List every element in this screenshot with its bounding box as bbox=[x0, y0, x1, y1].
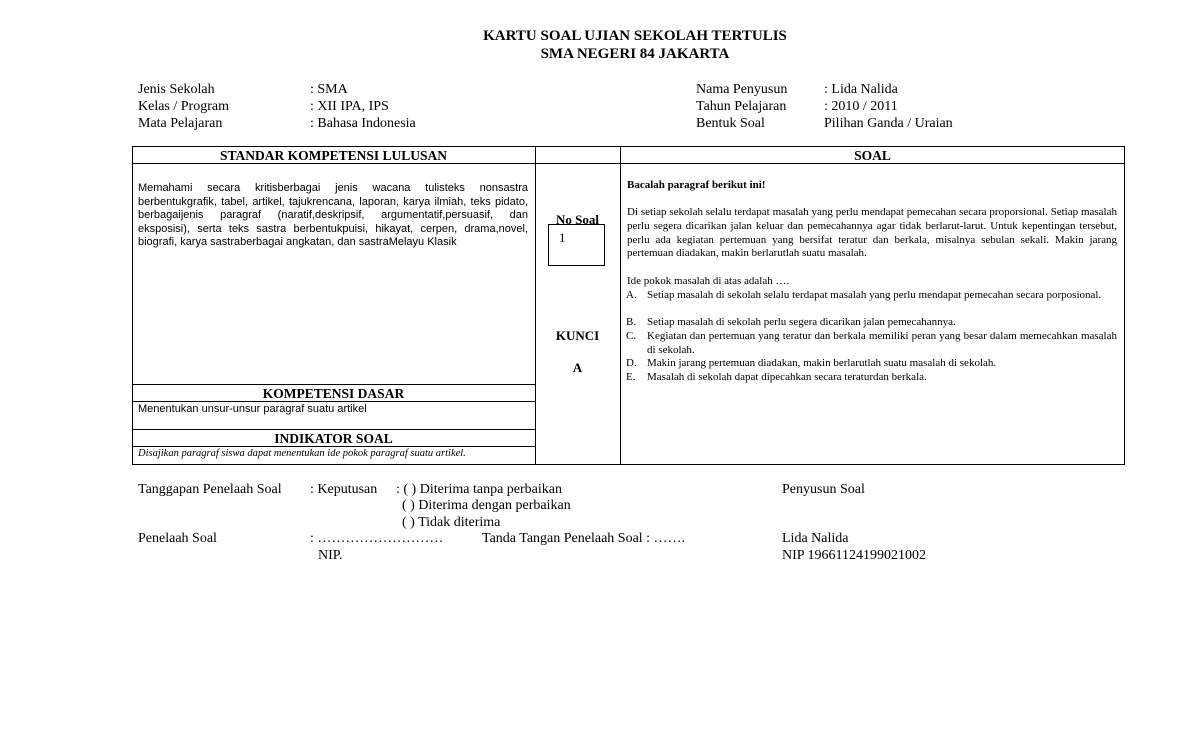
info-label-kelas: Kelas / Program bbox=[138, 99, 229, 114]
table-divider-right bbox=[620, 146, 621, 465]
option-letter: D. bbox=[626, 357, 637, 369]
no-soal-box bbox=[548, 224, 605, 266]
penyusun-nip: NIP 19661124199021002 bbox=[782, 548, 927, 563]
option-letter: B. bbox=[626, 316, 637, 328]
skl-header: STANDAR KOMPETENSI LULUSAN bbox=[219, 148, 448, 163]
option-e bbox=[626, 371, 1117, 385]
info-value-tahun-pelajaran: : 2010 / 2011 bbox=[824, 99, 898, 114]
penyusun-name: Lida Nalida bbox=[782, 531, 849, 546]
keputusan-label: : Keputusan bbox=[310, 482, 378, 497]
info-label-tahun-pelajaran: Tahun Pelajaran bbox=[696, 99, 787, 114]
indikator-header: INDIKATOR SOAL bbox=[274, 431, 393, 446]
penelaah-nip-label: NIP. bbox=[318, 548, 343, 563]
option-d bbox=[626, 357, 1117, 371]
penyusun-label: Penyusun Soal bbox=[782, 482, 865, 497]
info-label-jenis-sekolah: Jenis Sekolah bbox=[138, 82, 215, 97]
option-letter: C. bbox=[626, 330, 637, 342]
option-letter: E. bbox=[626, 371, 636, 383]
table-divider-left bbox=[535, 146, 536, 465]
kunci-label: KUNCI bbox=[555, 328, 600, 343]
info-value-kelas: : XII IPA, IPS bbox=[310, 99, 389, 114]
indikator-top-rule bbox=[132, 429, 535, 430]
option-letter: A. bbox=[626, 289, 637, 301]
choice-tidak-diterima: ( ) Tidak diterima bbox=[402, 515, 501, 530]
school-name: SMA NEGERI 84 JAKARTA bbox=[540, 46, 730, 62]
option-a bbox=[626, 289, 1117, 303]
no-soal-label: No Soal bbox=[556, 212, 599, 227]
soal-question: Ide pokok masalah di atas adalah …. bbox=[627, 275, 790, 287]
skl-text: Memahami secara kritisberbagai jenis wacana tulisteks nonsastra berbentukgrafik, tabel, artikel, tajukrencana, laporan, karya ilmiah, teks pidato, berbagaijenis paragraf (naratif,deskripsif, argumentatif,persuasif, dan eksposisi), serta teks sastra berbentukpuisi, hikayat, cerpen, drama,novel, biografi, karya sastraberbagai angkatan, dan sastraMelayu Klasik bbox=[138, 182, 528, 248]
info-value-mata-pelajaran: : Bahasa Indonesia bbox=[310, 116, 416, 131]
tanggapan-label: Tanggapan Penelaah Soal bbox=[138, 482, 282, 497]
option-b bbox=[626, 316, 1117, 330]
info-value-nama-penyusun: : Lida Nalida bbox=[824, 82, 898, 97]
indikator-text: Disajikan paragraf siswa dapat menentukan ide pokok paragraf suatu artikel. bbox=[138, 448, 466, 459]
soal-paragraph: Di setiap sekolah selalu terdapat masalah yang perlu mendapat pemecahan secara proporsional. Setiap masalah perlu segera dicarikan jalan keluar dan pemecahannya agar tidak berlarut-larut. Untuk kepentingan tersebut, perlu ada kegiatan pertemuan yang bersifat teratur dan berkala, misalnya sebulan sekali. Makin jarang pertemuan diadakan, makin berlarutlah suatu masalah. bbox=[627, 206, 1117, 260]
info-value-bentuk-soal: Pilihan Ganda / Uraian bbox=[824, 116, 953, 131]
soal-instruction: Bacalah paragraf berikut ini! bbox=[627, 179, 766, 191]
option-c bbox=[626, 330, 1117, 358]
choice-diterima-tanpa-perbaikan: : ( ) Diterima tanpa perbaikan bbox=[396, 482, 562, 497]
info-label-mata-pelajaran: Mata Pelajaran bbox=[138, 116, 223, 131]
no-soal-value: 1 bbox=[559, 230, 566, 245]
document-title: KARTU SOAL UJIAN SEKOLAH TERTULIS bbox=[483, 28, 787, 44]
option-text: Makin jarang pertemuan diadakan, makin berlarutlah suatu masalah di sekolah. bbox=[647, 357, 997, 369]
option-text: Masalah di sekolah dapat dipecahkan secara teraturdan berkala. bbox=[647, 371, 927, 383]
option-text: Kegiatan dan pertemuan yang teratur dan berkala memiliki peran yang besar dalam memecahkan masalah di sekolah. bbox=[647, 330, 1117, 356]
info-value-jenis-sekolah: : SMA bbox=[310, 82, 348, 97]
kd-top-rule bbox=[132, 384, 535, 385]
kd-text: Menentukan unsur-unsur paragraf suatu artikel bbox=[138, 403, 367, 415]
penelaah-name-field: : ……………………… bbox=[310, 531, 444, 546]
choice-diterima-dengan-perbaikan: ( ) Diterima dengan perbaikan bbox=[402, 498, 571, 513]
kd-header: KOMPETENSI DASAR bbox=[262, 386, 405, 401]
info-label-nama-penyusun: Nama Penyusun bbox=[696, 82, 788, 97]
kunci-value: A bbox=[572, 360, 583, 375]
soal-header: SOAL bbox=[854, 148, 891, 163]
penelaah-label: Penelaah Soal bbox=[138, 531, 217, 546]
tanda-tangan-label: Tanda Tangan Penelaah Soal : ……. bbox=[482, 531, 686, 546]
option-text: Setiap masalah di sekolah selalu terdapat masalah yang perlu mendapat pemecahan secara porposional. bbox=[647, 289, 1102, 301]
option-text: Setiap masalah di sekolah perlu segera dicarikan jalan pemecahannya. bbox=[647, 316, 956, 328]
info-label-bentuk-soal: Bentuk Soal bbox=[696, 116, 765, 131]
